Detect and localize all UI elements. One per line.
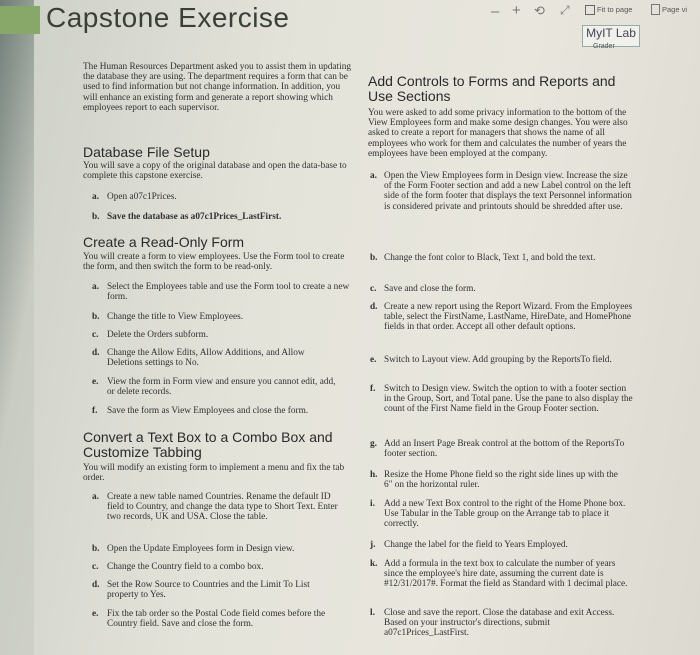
list-item: j. Change the label for the field to Years Employed. bbox=[370, 540, 568, 550]
page-view-button[interactable]: Page vi bbox=[662, 5, 688, 14]
list-item: h. Resize the Home Phone field so the right side lines up with the 6" on the horizontal ruler. bbox=[370, 470, 618, 491]
list-item: a. Open the View Employees form in Design view. Increase the size of the Form Footer section and add a new Label control on the left side of the form footer that displays the text Personnel information is considered private and printouts should be shredded after use. bbox=[370, 171, 632, 212]
section-heading-readonly: Create a Read-Only Form bbox=[83, 234, 245, 250]
zoom-in-button[interactable]: + bbox=[512, 2, 521, 19]
rotate-icon[interactable]: ⟲ bbox=[534, 3, 545, 18]
list-item: e. Fix the tab order so the Postal Code field comes before the Country field. Save and close the form. bbox=[92, 609, 326, 630]
section-body-controls: You were asked to add some privacy information to the bottom of the View Employees form and make some design changes. You were also asked to create a report for managers that shows the name of all employees who work for them and calculates the number of years the employees have been employed at the company. bbox=[368, 108, 628, 159]
list-item: b. Change the title to View Employees. bbox=[92, 312, 244, 322]
section-heading-db-file: Database File Setup bbox=[83, 144, 210, 160]
list-item: c. Delete the Orders subform. bbox=[92, 330, 209, 340]
section-body-readonly: You will create a form to view employees. Use the Form tool to create the form, and then switch the form to be read-only. bbox=[83, 252, 345, 273]
zoom-out-button[interactable]: – bbox=[491, 3, 500, 20]
list-item: a. Open a07c1Prices. bbox=[92, 192, 177, 202]
section-heading-combo: Convert a Text Box to a Combo Box and Customize Tabbing bbox=[83, 429, 333, 460]
list-item: a. Select the Employees table and use the Form tool to create a new form. bbox=[92, 282, 350, 303]
fit-page-icon bbox=[585, 5, 595, 15]
list-item: i. Add a new Text Box control to the right of the Home Phone box. Use Tabular in the Table group on the Arrange tab to place it correctly. bbox=[370, 499, 626, 530]
list-item: c. Save and close the form. bbox=[370, 284, 476, 294]
mylab-badge[interactable]: MyIT Lab bbox=[582, 25, 640, 47]
section-heading-controls: Add Controls to Forms and Reports and Use Sections bbox=[368, 73, 616, 104]
list-item: a. Create a new table named Countries. Rename the default ID field to Country, and change the data type to Short Text. Enter two records, UK and USA. Close the table. bbox=[92, 492, 338, 523]
section-body-db-file: You will save a copy of the original database and open the data-base to complete this capstone exercise. bbox=[83, 161, 347, 182]
list-item: f. Save the form as View Employees and close the form. bbox=[92, 406, 309, 416]
intro-paragraph: The Human Resources Department asked you to assist them in updating the database they are using. The department requires a form that can be used to find information but not change information. In addition, you will enhance an existing form and generate a report showing which employees report to each supervisor. bbox=[83, 62, 352, 113]
list-item: l. Close and save the report. Close the database and exit Access. Based on your instructor's directions, submit a07c1Prices_LastFirst. bbox=[370, 608, 615, 639]
list-item: e. Switch to Layout view. Add grouping by the ReportsTo field. bbox=[370, 355, 612, 365]
grader-label: Grader bbox=[593, 43, 615, 50]
fit-to-page-button[interactable]: Fit to page bbox=[597, 5, 633, 14]
list-item: d. Create a new report using the Report Wizard. From the Employees table, select the FirstName, LastName, HireDate, and HomePhone fields in that order. Accept all other default options. bbox=[370, 302, 633, 333]
list-item: b. Save the database as a07c1Prices_LastFirst. bbox=[92, 212, 282, 222]
chapter-color-bar bbox=[0, 6, 40, 34]
list-item: e. View the form in Form view and ensure you cannot edit, add, or delete records. bbox=[92, 377, 336, 398]
list-item: f. Switch to Design view. Switch the option to with a footer section in the Group, Sort, and Total pane. Use the pane to also display the count of the First Name field in the Group Footer section. bbox=[370, 384, 633, 415]
expand-icon[interactable]: ⤢ bbox=[560, 3, 570, 17]
page-view-icon bbox=[651, 4, 660, 15]
list-item: k. Add a formula in the text box to calculate the number of years since the employee's hire date, assuming the current date is #12/31/2017#. Format the field as Standard with 1 decimal place. bbox=[370, 559, 628, 590]
list-item: b. Change the font color to Black, Text 1, and bold the text. bbox=[370, 253, 596, 263]
list-item: b. Open the Update Employees form in Design view. bbox=[92, 544, 295, 554]
section-body-combo: You will modify an existing form to implement a menu and fix the tab order. bbox=[83, 463, 345, 484]
list-item: d. Change the Allow Edits, Allow Additions, and Allow Deletions settings to No. bbox=[92, 348, 305, 369]
list-item: d. Set the Row Source to Countries and the Limit To List property to Yes. bbox=[92, 580, 310, 601]
list-item: c. Change the Country field to a combo box. bbox=[92, 562, 264, 572]
page-title: Capstone Exercise bbox=[46, 2, 290, 33]
list-item: g. Add an Insert Page Break control at the bottom of the ReportsTo footer section. bbox=[370, 439, 625, 460]
